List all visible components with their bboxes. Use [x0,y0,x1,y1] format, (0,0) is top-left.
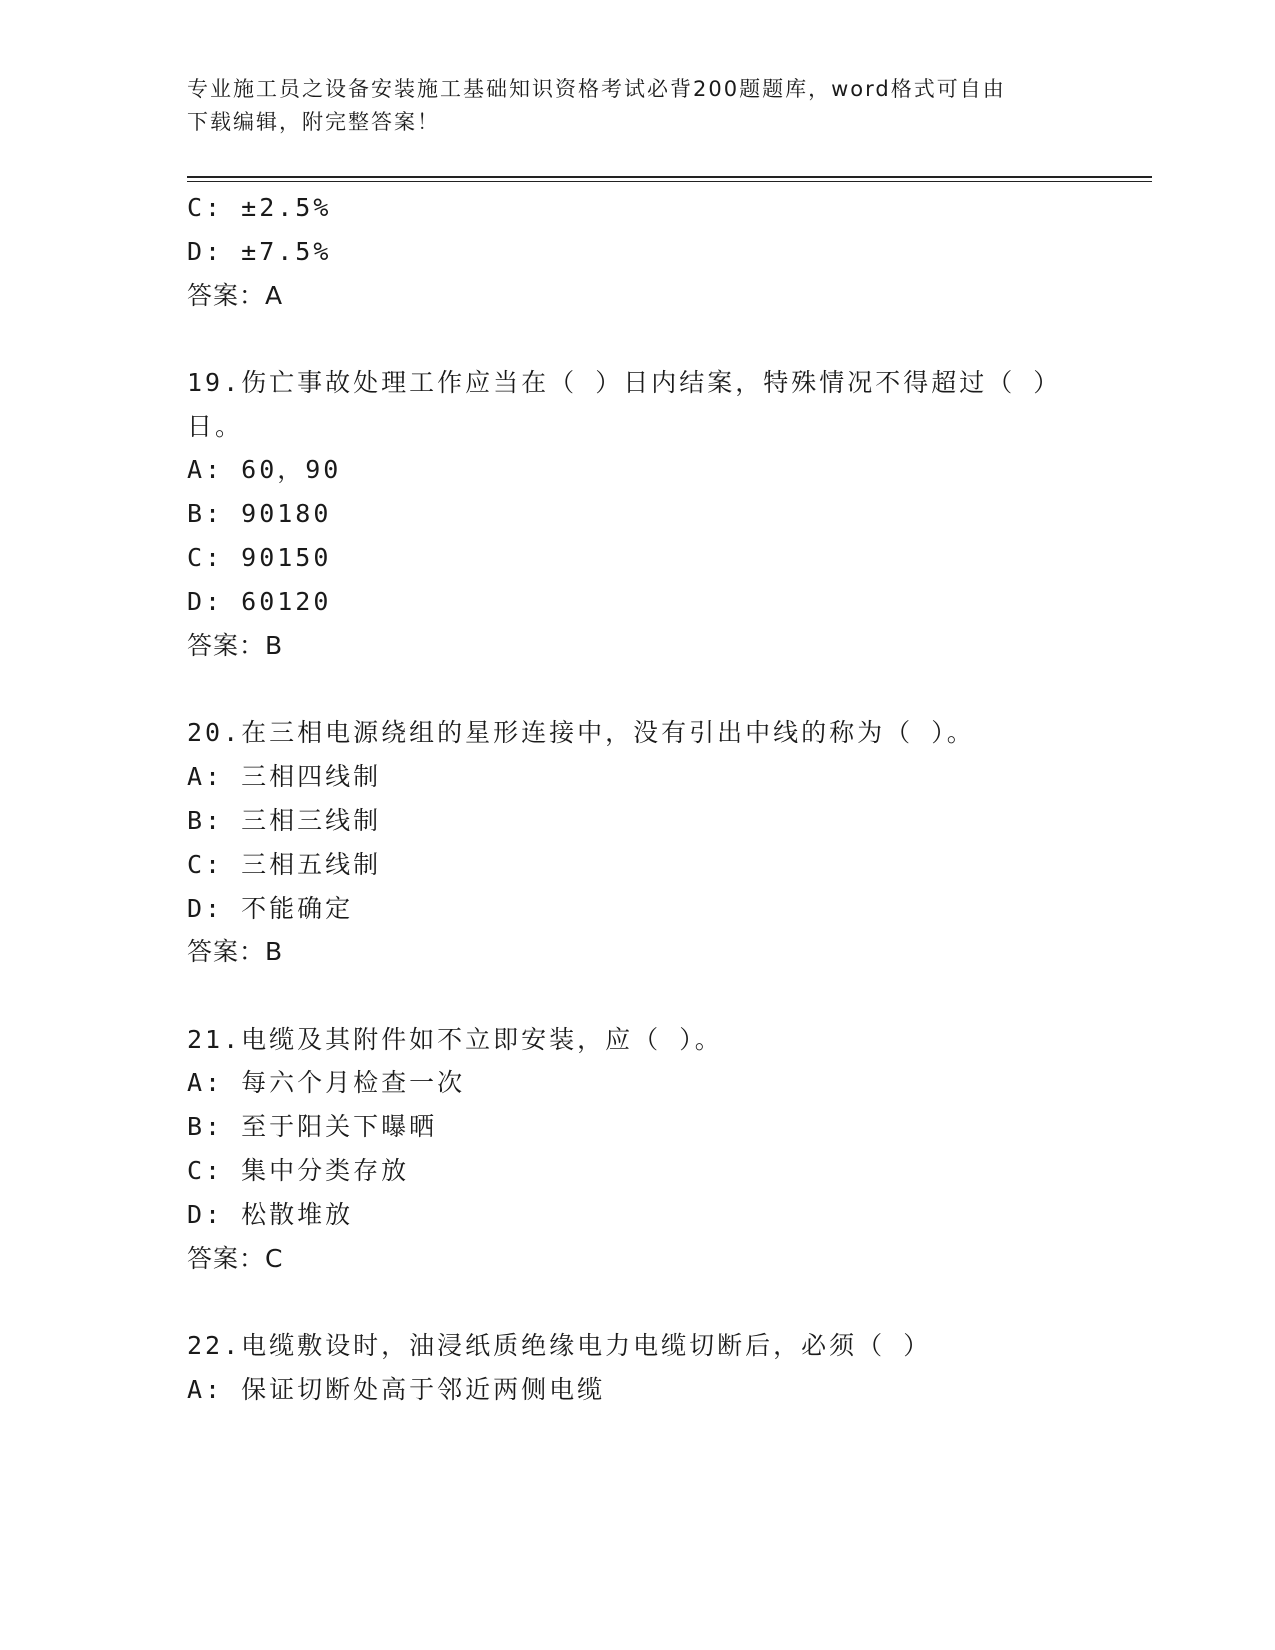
q21-option-c: C: 集中分类存放 [187,1156,410,1185]
q20-answer: 答案：B [187,937,284,966]
q19-question-line-2: 日。 [187,412,244,441]
q19-question-line-1: 19.伤亡事故处理工作应当在（ ）日内结案，特殊情况不得超过（ ） [187,368,1062,397]
q21-option-b: B: 至于阳关下曝晒 [187,1112,438,1141]
q20-option-c: C: 三相五线制 [187,850,382,879]
header-divider-thin [187,181,1152,182]
q18-answer: 答案：A [187,281,284,310]
header-divider-thick [187,176,1152,178]
q18-option-c: C: ±2.5% [187,193,332,222]
q18-option-d: D: ±7.5% [187,237,332,266]
q20-option-a: A: 三相四线制 [187,762,382,791]
q19-option-c: C: 90150 [187,543,332,572]
q20-question: 20.在三相电源绕组的星形连接中，没有引出中线的称为（ ）。 [187,718,975,747]
header-line-1: 专业施工员之设备安装施工基础知识资格考试必背200题题库，word格式可自由 [187,77,1006,101]
q21-option-a: A: 每六个月检查一次 [187,1068,466,1097]
q22-question: 22.电缆敷设时，油浸纸质绝缘电力电缆切断后，必须（ ） [187,1331,932,1360]
header-line-2: 下载编辑，附完整答案！ [187,110,440,134]
q19-answer: 答案：B [187,631,284,660]
q21-question: 21.电缆及其附件如不立即安装，应（ ）。 [187,1025,723,1054]
q19-option-b: B: 90180 [187,499,332,528]
q20-option-d: D: 不能确定 [187,894,354,923]
q20-option-b: B: 三相三线制 [187,806,382,835]
q19-option-d: D: 60120 [187,587,332,616]
q19-option-a: A: 60，90 [187,455,342,484]
q21-option-d: D: 松散堆放 [187,1200,354,1229]
document-header [187,73,1067,139]
q22-option-a: A: 保证切断处高于邻近两侧电缆 [187,1375,606,1404]
q21-answer: 答案：C [187,1244,284,1273]
